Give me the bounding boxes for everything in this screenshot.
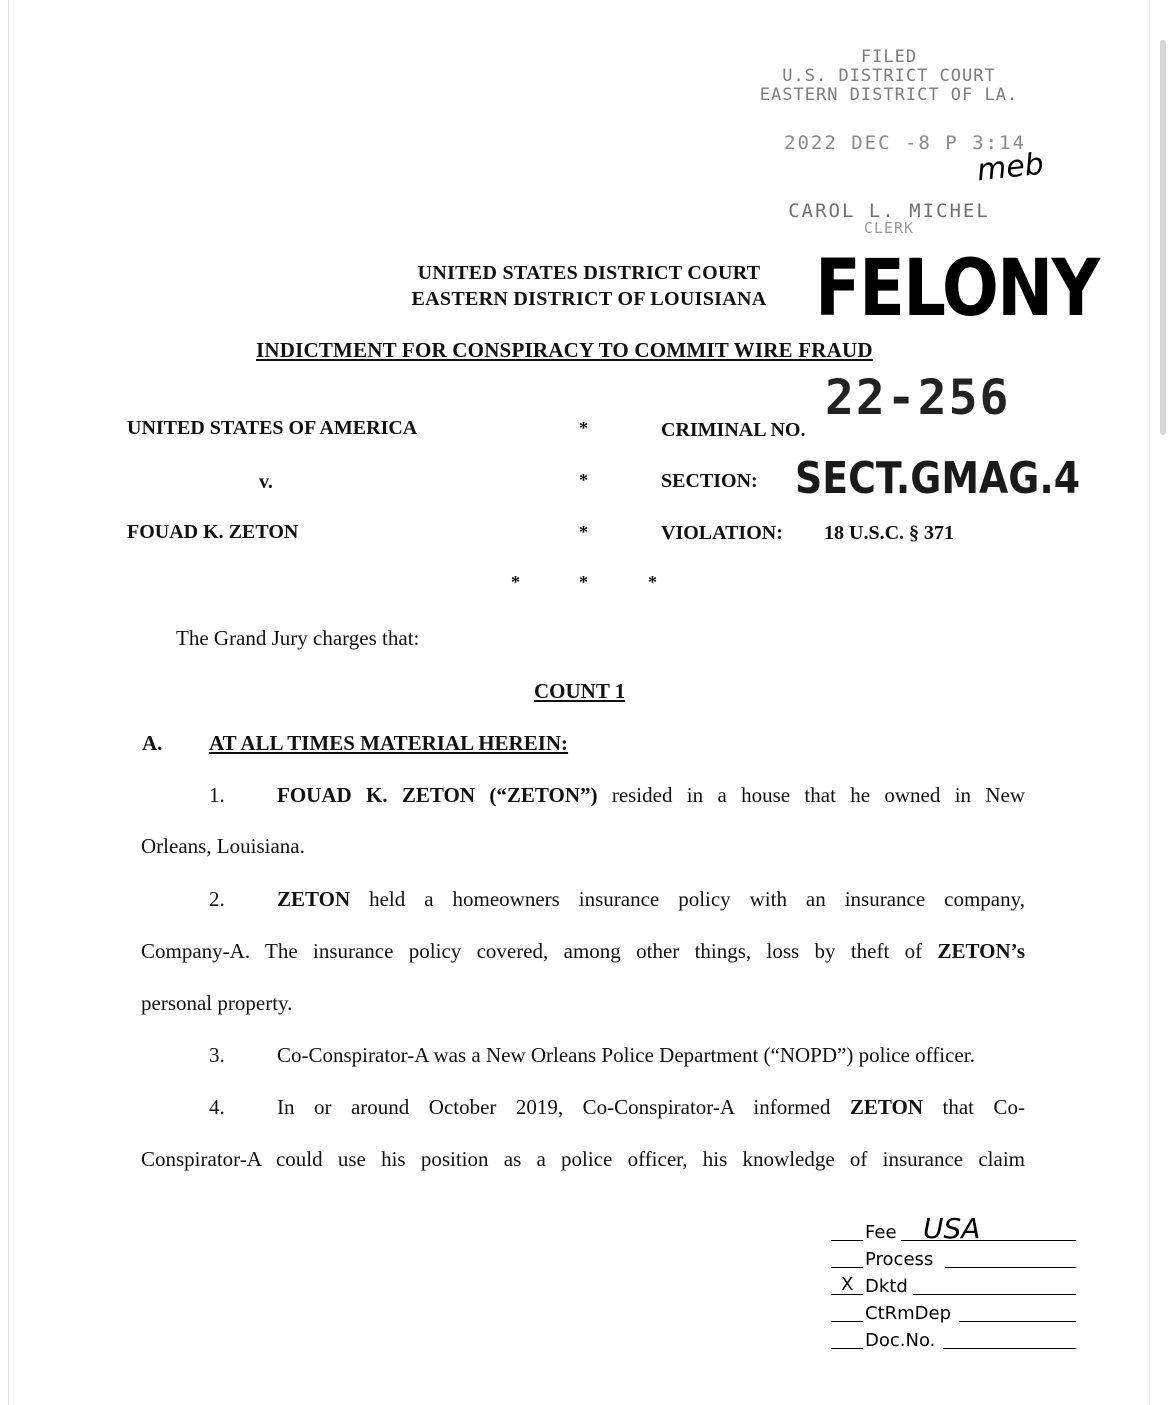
stamp-filed: FILED bbox=[860, 47, 918, 67]
checklist-row-fee bbox=[831, 1212, 1076, 1245]
plaintiff-name: UNITED STATES OF AMERICA bbox=[127, 417, 418, 439]
fee-label: Fee bbox=[865, 1222, 897, 1243]
court-name: UNITED STATES DISTRICT COURT bbox=[417, 262, 761, 284]
section-heading: AT ALL TIMES MATERIAL HEREIN: bbox=[209, 731, 569, 755]
criminal-no-label: CRIMINAL NO. bbox=[661, 419, 806, 441]
criminal-no-value: 22-256 bbox=[825, 370, 1011, 426]
scrollbar[interactable] bbox=[1160, 40, 1166, 435]
dktd-label: Dktd bbox=[865, 1276, 908, 1297]
text-span: resided in a house that he owned in New bbox=[597, 783, 1026, 807]
court-header bbox=[379, 260, 799, 312]
checklist-row-process bbox=[831, 1245, 1076, 1272]
section-label: SECTION: bbox=[661, 470, 758, 492]
caption-star: * bbox=[511, 572, 520, 592]
paragraph-number: 1. bbox=[209, 783, 225, 807]
filed-stamp bbox=[754, 48, 1024, 105]
text-span: In or around October 2019, Co-Conspirator-A informed bbox=[277, 1095, 850, 1119]
defendant-bold: FOUAD K. ZETON (“ZETON”) bbox=[277, 783, 598, 807]
defendant-name: FOUAD K. ZETON bbox=[127, 521, 299, 543]
stamp-date: 2022 DEC -8 P 3:14 bbox=[784, 132, 1026, 154]
section-letter: A. bbox=[142, 731, 163, 755]
defendant-bold: ZETON bbox=[849, 1095, 924, 1119]
paragraph-number: 3. bbox=[209, 1043, 225, 1067]
text-span: Company-A. The insurance policy covered, among other things, loss by theft of bbox=[141, 939, 938, 963]
grand-jury-intro: The Grand Jury charges that: bbox=[176, 626, 420, 650]
paragraph-2-line-3: personal property. bbox=[141, 991, 293, 1015]
caption-star: * bbox=[648, 572, 657, 592]
clerk-initials: meb bbox=[975, 146, 1046, 189]
paragraph-1-line-1 bbox=[277, 782, 1025, 808]
paragraph-1-line-2: Orleans, Louisiana. bbox=[141, 834, 305, 858]
stamp-clerk-name: CAROL L. MICHEL bbox=[788, 200, 990, 222]
fee-value: USA bbox=[923, 1212, 981, 1245]
process-label: Process bbox=[865, 1249, 934, 1270]
paragraph-number: 2. bbox=[209, 887, 225, 911]
stamp-district: EASTERN DISTRICT OF LA. bbox=[759, 85, 1019, 105]
ctrmdep-label: CtRmDep bbox=[865, 1303, 952, 1324]
defendant-bold: ZETON’s bbox=[937, 939, 1025, 963]
caption-star: * bbox=[579, 522, 588, 542]
count-heading: COUNT 1 bbox=[534, 679, 626, 703]
indictment-title: INDICTMENT FOR CONSPIRACY TO COMMIT WIRE FRAUD bbox=[256, 338, 873, 362]
violation-label: VIOLATION: bbox=[661, 522, 783, 544]
stamp-clerk-title: CLERK bbox=[863, 219, 915, 237]
felony-stamp: FELONY bbox=[815, 244, 1099, 334]
caption-star: * bbox=[579, 470, 588, 490]
paragraph-3-line-1: Co-Conspirator-A was a New Orleans Police Department (“NOPD”) police officer. bbox=[277, 1043, 975, 1067]
clerk-checklist bbox=[831, 1212, 1076, 1353]
section-value: SECT.GMAG.4 bbox=[795, 453, 1081, 504]
docno-label: Doc.No. bbox=[865, 1330, 936, 1351]
defendant-bold: ZETON bbox=[277, 887, 351, 911]
violation-value: 18 U.S.C. § 371 bbox=[824, 522, 955, 544]
checklist-row-dktd bbox=[831, 1272, 1076, 1299]
text-span: held a homeowners insurance policy with an insurance company, bbox=[350, 887, 1025, 911]
caption-star: * bbox=[579, 418, 588, 438]
paragraph-2-line-1 bbox=[277, 886, 1025, 912]
text-span: that Co- bbox=[923, 1095, 1025, 1119]
checklist-row-docno bbox=[831, 1326, 1076, 1353]
clerk-stamp bbox=[779, 200, 999, 237]
dktd-mark: X bbox=[841, 1274, 854, 1295]
stamp-court: U.S. DISTRICT COURT bbox=[782, 66, 996, 86]
paragraph-4-line-2: Conspirator-A could use his position as a police officer, his knowledge of insurance claim bbox=[141, 1147, 1025, 1171]
paragraph-2-line-2 bbox=[141, 938, 1025, 964]
document-page bbox=[8, 0, 1150, 1405]
court-district: EASTERN DISTRICT OF LOUISIANA bbox=[411, 288, 767, 310]
paragraph-number: 4. bbox=[209, 1095, 225, 1119]
paragraph-4-line-1 bbox=[277, 1094, 1025, 1120]
versus: v. bbox=[259, 471, 273, 493]
caption-star: * bbox=[579, 572, 588, 592]
checklist-row-ctrmdep bbox=[831, 1299, 1076, 1326]
